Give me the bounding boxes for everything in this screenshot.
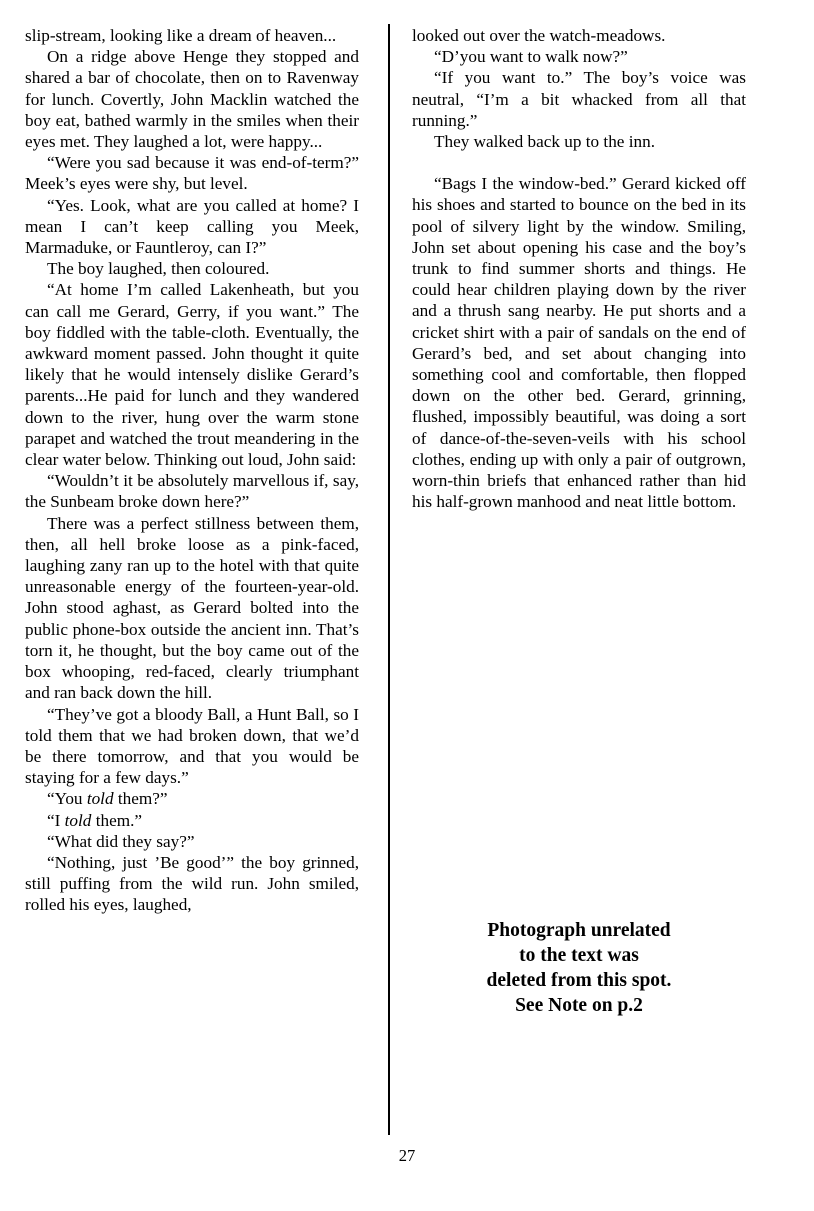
body-paragraph: “Yes. Look, what are you called at home? I mean I can’t keep calling you Meek, Marmaduke, or Fauntleroy, can I?”: [25, 195, 359, 258]
column-divider-rule: [388, 24, 390, 1135]
body-paragraph: “They’ve got a bloody Ball, a Hunt Ball, so I told them that we had broken down, that we’d be there tomorrow, and that you would be staying for a few days.”: [25, 704, 359, 788]
note-line: to the text was: [519, 945, 639, 966]
body-paragraph: The boy laughed, then coloured.: [47, 259, 270, 279]
body-paragraph: “You told them?”: [47, 789, 168, 809]
body-paragraph: “Wouldn’t it be absolutely marvellous if, say, the Sunbeam broke down here?”: [25, 471, 359, 512]
note-line: deleted from this spot.: [486, 970, 672, 991]
body-paragraph: “D’you want to walk now?”: [434, 47, 628, 67]
body-paragraph: “What did they say?”: [47, 831, 195, 851]
body-paragraph: “Nothing, just ’Be good’” the boy grinned, still puffing from the wild run. John smiled, rolled his eyes, laughed,: [25, 852, 359, 915]
body-paragraph: “I told them.”: [47, 810, 142, 830]
body-paragraph: “If you want to.” The boy’s voice was neutral, “I’m a bit whacked from all that running.”: [412, 68, 746, 130]
paragraph-gap: [412, 152, 746, 173]
right-text-column: [412, 25, 746, 512]
body-paragraph: “Were you sad because it was end-of-term?” Meek’s eyes were shy, but level.: [25, 153, 359, 194]
editorial-note-photograph-removed: [412, 918, 746, 1018]
note-line: See Note on p.2: [515, 995, 643, 1016]
note-line: Photograph unrelated: [487, 920, 671, 941]
body-paragraph: slip-stream, looking like a dream of heaven...: [25, 26, 337, 45]
body-paragraph: On a ridge above Henge they stopped and shared a bar of chocolate, then on to Ravenway for lunch. Covertly, John Macklin watched the boy eat, bathed warmly in the smiles when their eyes met. They laughed a lot, were happy...: [25, 47, 359, 152]
page-number: 27: [398, 1146, 416, 1165]
body-paragraph: “Bags I the window-bed.” Gerard kicked off his shoes and started to bounce on the bed in its pool of silvery light by the window. Smiling, John set about opening his case and the boy’s trunk to find summer shorts and things. He could hear children playing down by the river and a thrush sang nearby. He put shorts and a cricket shirt with a pair of sandals on the end of Gerard’s bed, and set about changing into something cool and comfortable, then flopped down on the other bed. Gerard, grinning, flushed, impossibly beautiful, was doing a sort of dance-of-the-seven-veils with his school clothes, ending up with only a pair of outgrown, worn-thin briefs that enhanced rather than hid his half-grown manhood and neat little bottom.: [412, 174, 746, 512]
body-paragraph: They walked back up to the inn.: [434, 132, 655, 152]
emphasis-text: told: [64, 810, 92, 830]
body-paragraph: “At home I’m called Lakenheath, but you can call me Gerard, Gerry, if you want.” The boy fiddled with the table-cloth. Eventually, the awkward moment passed. John thought it quite likely that he would intensely dislike Gerard’s parents...He paid for lunch and they wandered down to the river, hung over the warm stone parapet and watched the trout meandering in the clear water below. Thinking out loud, John said:: [25, 280, 359, 470]
left-text-column: [25, 25, 359, 916]
body-paragraph: There was a perfect stillness between them, then, all hell broke loose as a pink-faced, laughing zany ran up to the hotel with that quite unreasonable energy of the fourteen-year-old. John stood aghast, as Gerard bolted into the public phone-box outside the ancient inn. That’s torn it, he thought, but the boy came out of the box whooping, red-faced, clearly triumphant and ran back down the hill.: [25, 513, 359, 703]
body-paragraph: looked out over the watch-meadows.: [412, 26, 666, 45]
emphasis-text: told: [86, 789, 114, 809]
